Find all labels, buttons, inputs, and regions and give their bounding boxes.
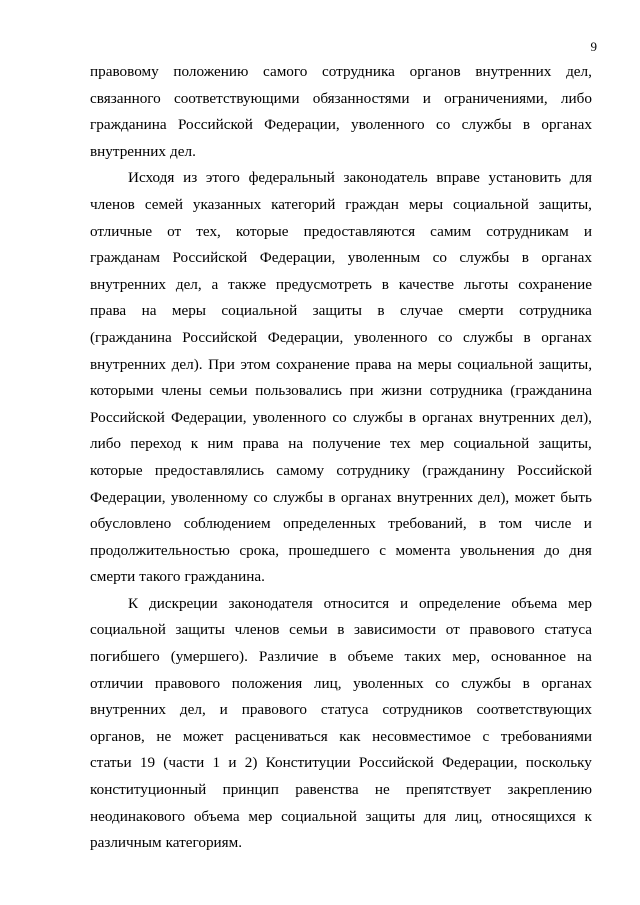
text-line: которыми члены семьи пользовались при жизни сотрудника (гражданина [90, 382, 592, 400]
text-line: членов семей указанных категорий граждан меры социальной защиты, [90, 195, 592, 213]
text-line: органов, не может расцениваться как несовместимое с требованиями [90, 727, 592, 745]
text-line: (гражданина Российской Федерации, уволенного со службы в органах [90, 328, 592, 346]
text-line: продолжительностью срока, прошедшего с момента увольнения до дня [90, 541, 592, 559]
text-line: отличные от тех, которые предоставляются самим сотрудникам и [90, 222, 592, 240]
text-line: либо переход к ним права на получение тех мер социальной защиты, [90, 435, 592, 453]
text-line: внутренних дел, а также предусмотреть в качестве льготы сохранение [90, 275, 592, 293]
text-line: социальной защиты членов семьи в зависимости от правового статуса [90, 621, 592, 639]
text-line: статьи 19 (части 1 и 2) Конституции Российской Федерации, поскольку [90, 754, 592, 772]
text-line: Исходя из этого федеральный законодатель вправе установить для [128, 169, 592, 187]
text-line: которые предоставлялись самому сотруднику (гражданину Российской [90, 461, 592, 479]
text-line: конституционный принцип равенства не препятствует закреплению [90, 781, 592, 799]
document-body [90, 63, 592, 861]
text-line: связанного соответствующими обязанностями и ограничениями, либо [90, 89, 592, 107]
text-line: неодинакового объема мер социальной защиты для лиц, относящихся к [90, 807, 592, 825]
text-line: Федерации, уволенному со службы в органах внутренних дел), может быть [90, 488, 592, 506]
text-line: К дискреции законодателя относится и определение объема мер [128, 594, 592, 612]
text-line: внутренних дел). При этом сохранение права на меры социальной защиты, [90, 355, 592, 373]
text-line: правовому положению самого сотрудника органов внутренних дел, [90, 63, 592, 80]
page-number: 9 [590, 39, 597, 54]
text-line: различным категориям. [90, 834, 243, 852]
text-line: Российской Федерации, уволенного со службы в органах внутренних дел), [90, 408, 592, 426]
text-line: смерти такого гражданина. [90, 568, 265, 586]
text-line: права на меры социальной защиты в случае смерти сотрудника [90, 302, 592, 320]
text-line: отличии правового положения лиц, уволенных со службы в органах [90, 674, 592, 692]
text-line: внутренних дел, и правового статуса сотрудников соответствующих [90, 701, 592, 719]
text-line: внутренних дел. [90, 142, 196, 160]
text-line: гражданам Российской Федерации, уволенным со службы в органах [90, 249, 592, 267]
text-line: обусловлено соблюдением определенных требований, в том числе и [90, 515, 592, 533]
text-line: погибшего (умершего). Различие в объеме таких мер, основанное на [90, 648, 592, 666]
text-line: гражданина Российской Федерации, уволенного со службы в органах [90, 116, 592, 134]
